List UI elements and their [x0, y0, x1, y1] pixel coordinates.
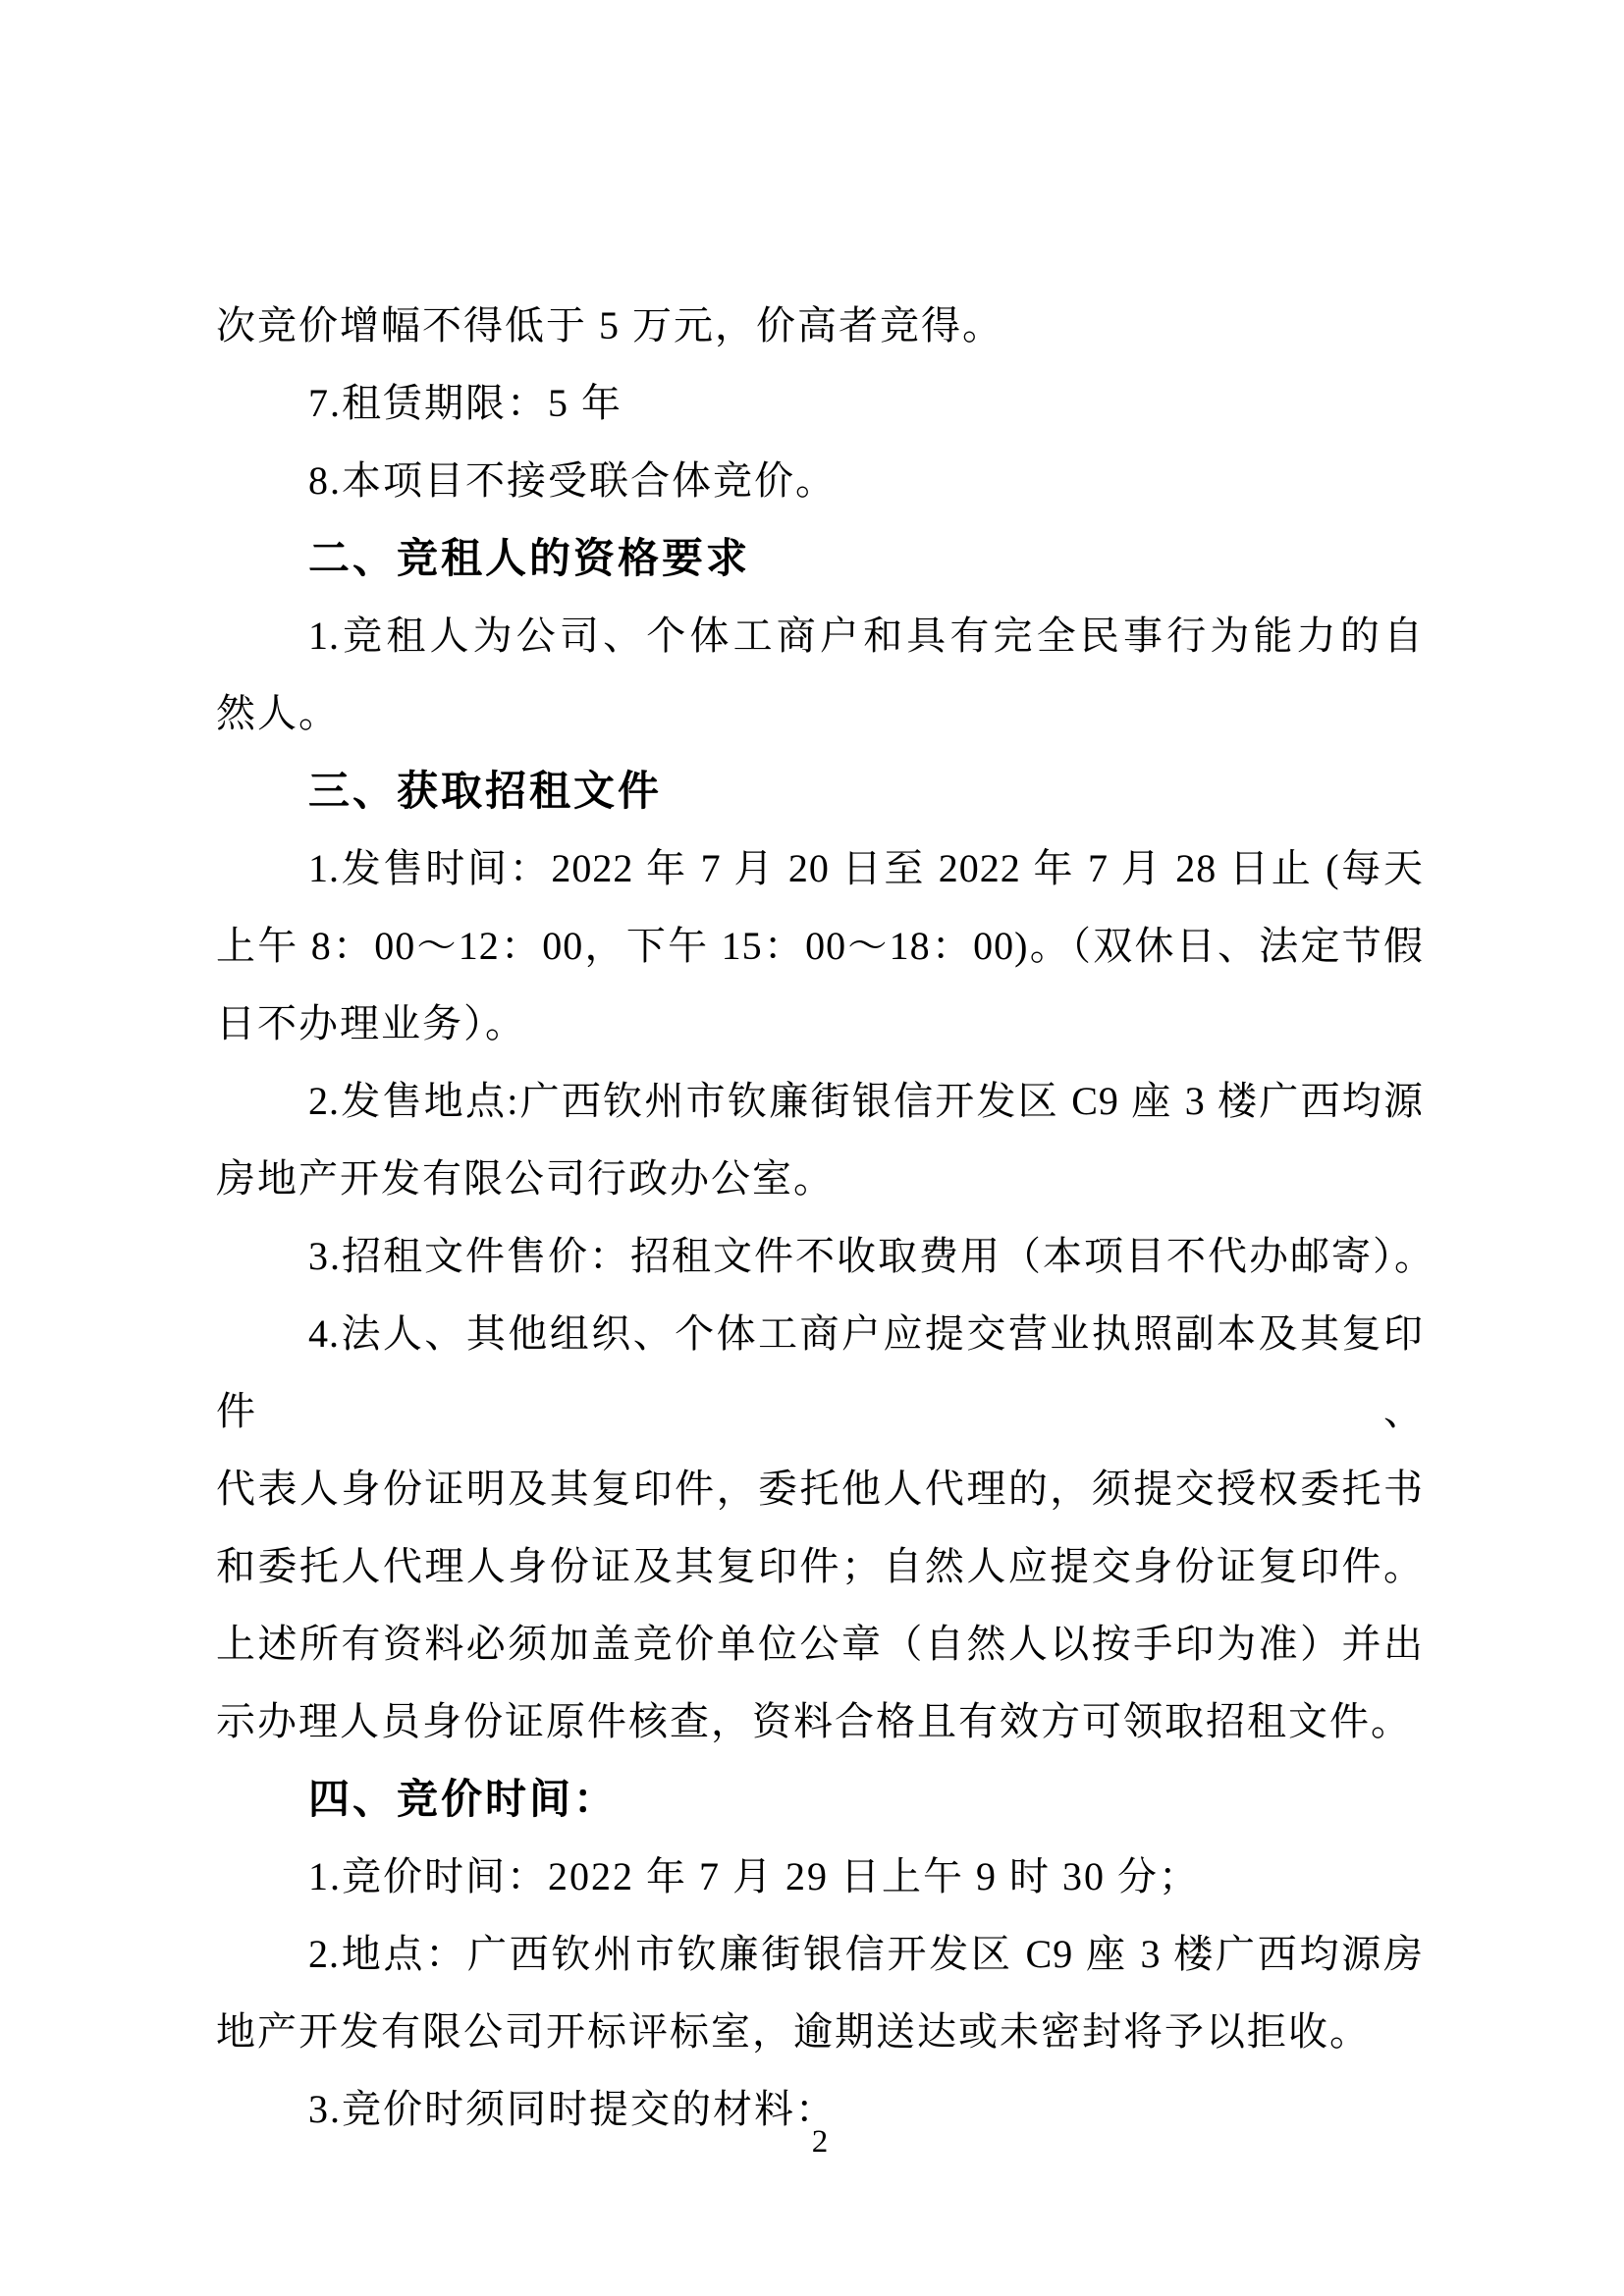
doc-line-sale-place: 2.发售地点:广西钦州市钦廉街银信开发区 C9 座 3 楼广西均源	[308, 1079, 1424, 1123]
doc-line-materials-wrap-4: 示办理人员身份证原件核查，资料合格且有效方可领取招租文件。	[216, 1699, 1412, 1743]
doc-line-continuation: 次竞价增幅不得低于 5 万元，价高者竞得。	[216, 303, 1003, 347]
doc-line-materials: 4.法人、其他组织、个体工商户应提交营业执照副本及其复印件、	[216, 1311, 1424, 1433]
doc-line-sale-place-wrap: 房地产开发有限公司行政办公室。	[216, 1156, 835, 1201]
section-heading-iv: 四、竞价时间：	[308, 1776, 619, 1822]
doc-line-materials-wrap-3: 上述所有资料必须加盖竞价单位公章（自然人以按手印为准）并出	[216, 1622, 1424, 1666]
section-heading-iii: 三、获取招租文件	[308, 768, 663, 814]
doc-line-bid-place: 2.地点：广西钦州市钦廉街银信开发区 C9 座 3 楼广西均源房	[308, 1932, 1424, 1976]
doc-line-submit-materials: 3.竞价时须同时提交的材料：	[308, 2087, 837, 2131]
doc-line-materials-wrap-1: 代表人身份证明及其复印件，委托他人代理的，须提交授权委托书	[216, 1467, 1424, 1511]
doc-line-sale-time-wrap-2: 日不办理业务）。	[216, 1001, 526, 1045]
doc-line-materials-wrap-2: 和委托人代理人身份证及其复印件；自然人应提交身份证复印件。	[216, 1544, 1424, 1588]
doc-line-item-7: 7.租赁期限：5 年	[308, 381, 623, 425]
page-number: 2	[811, 2124, 829, 2160]
document-body	[216, 287, 1435, 2148]
doc-line-qualify-wrap: 然人。	[216, 691, 340, 735]
doc-line-sale-time-wrap-1: 上午 8：00～12：00，下午 15：00～18：00)。（双休日、法定节假	[216, 924, 1424, 968]
doc-line-item-8: 8.本项目不接受联合体竞价。	[308, 458, 837, 503]
doc-line-bid-place-wrap: 地产开发有限公司开标评标室，逾期送达或未密封将予以拒收。	[216, 2009, 1371, 2054]
doc-line-bid-time: 1.竞价时间：2022 年 7 月 29 日上午 9 时 30 分；	[308, 1854, 1200, 1898]
doc-line-sale-time: 1.发售时间：2022 年 7 月 20 日至 2022 年 7 月 28 日止 (每天	[308, 846, 1424, 890]
section-heading-ii: 二、竞租人的资格要求	[308, 535, 751, 581]
doc-line-item-1-qualify: 1.竞租人为公司、个体工商户和具有完全民事行为能力的自	[308, 614, 1424, 658]
doc-line-doc-price: 3.招租文件售价：招租文件不收取费用（本项目不代办邮寄）。	[308, 1234, 1435, 1278]
